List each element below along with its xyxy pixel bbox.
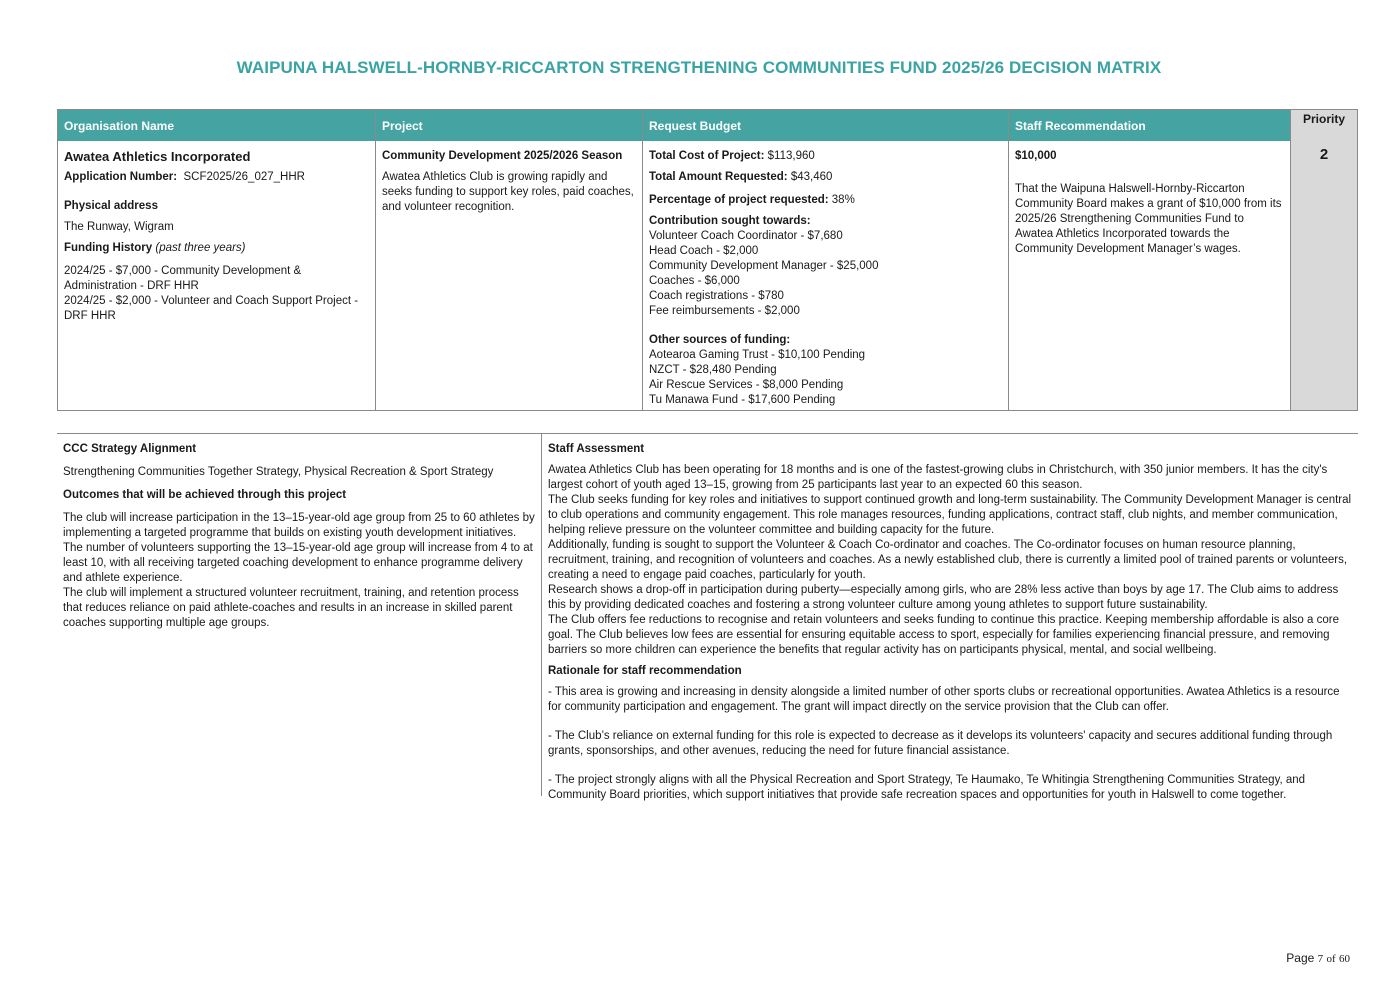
other-source-item: Air Rescue Services - $8,000 Pending — [649, 379, 844, 391]
outcome-item: The number of volunteers supporting the 13–15-year-old age group will increase from 4 to at least 10, with all receiving targeted coaching development to enhance programme delivery and athlete experience. — [63, 542, 533, 584]
percentage-label: Percentage of project requested: — [649, 194, 829, 206]
rationale-item: - The project strongly aligns with all the Physical Recreation and Sport Strategy, Te Haumako, Te Whitingia Strengthening Communities Strategy, and Community Board priorities, which support initiatives that provide safe recreation spaces and opportunities for youth in Halswell to come together. — [548, 774, 1306, 801]
project-cell — [376, 141, 642, 410]
page-current: 7 — [1317, 953, 1324, 965]
header-project: Project — [376, 110, 643, 141]
funding-history-label: Funding History — [64, 242, 153, 254]
other-sources-label: Other sources of funding: — [649, 334, 791, 346]
page-of-label: of — [1326, 953, 1336, 965]
contribution-item: Fee reimbursements - $2,000 — [649, 305, 800, 317]
organisation-name: Awatea Athletics Incorporated — [64, 149, 251, 164]
other-source-item: NZCT - $28,480 Pending — [649, 364, 777, 376]
funding-history-item: 2024/25 - $2,000 - Volunteer and Coach Support Project - DRF HHR — [64, 295, 359, 322]
other-source-item: Aotearoa Gaming Trust - $10,100 Pending — [649, 349, 866, 361]
other-source-item: Tu Manawa Fund - $17,600 Pending — [649, 394, 836, 406]
assessment-paragraph: The Club seeks funding for key roles and initiatives to support continued growth and long-term sustainability. The Community Development Manager is central to club operations and community engagement. This role manages resources, funding applications, contract staff, club nights, and member communication, helping relieve pressure on the volunteer committee and building capacity for the future. — [548, 494, 1352, 536]
contribution-item: Community Development Manager - $25,000 — [649, 260, 879, 272]
strategy-heading: CCC Strategy Alignment — [63, 443, 197, 455]
outcome-item: The club will implement a structured volunteer recruitment, training, and retention process that reduces reliance on paid athlete-coaches and results in an increase in skilled parent coaches supporting multiple age groups. — [63, 587, 519, 629]
page-number — [1286, 951, 1350, 965]
rationale-heading: Rationale for staff recommendation — [548, 665, 742, 677]
assessment-section — [57, 433, 1358, 801]
project-name: Community Development 2025/2026 Season — [382, 150, 623, 162]
strategy-cell — [57, 434, 541, 639]
outcomes-heading: Outcomes that will be achieved through this project — [63, 489, 347, 501]
application-number: SCF2025/26_027_HHR — [183, 171, 305, 183]
header-priority: Priority — [1302, 112, 1345, 126]
priority-value: 2 — [1319, 146, 1329, 163]
funding-history-item: 2024/25 - $7,000 - Community Development & Administration - DRF HHR — [64, 265, 302, 292]
total-requested: $43,460 — [790, 171, 833, 183]
organisation-cell — [58, 141, 375, 410]
application-number-label: Application Number: — [64, 171, 178, 183]
recommendation-cell — [1009, 141, 1290, 410]
contribution-item: Coach registrations - $780 — [649, 290, 784, 302]
header-organisation: Organisation Name — [58, 110, 376, 141]
assessment-paragraph: Awatea Athletics Club has been operating for 18 months and is one of the fastest-growing clubs in Christchurch, with 350 junior members. It has the city's largest cohort of youth aged 13–15, growing from 25 participants last year to an expected 60 this season. — [548, 464, 1328, 491]
header-budget: Request Budget — [643, 110, 1009, 141]
outcome-item: The club will increase participation in the 13–15-year-old age group from 25 to 60 athletes by implementing a targeted programme that builds on existing youth development initiatives. — [63, 512, 535, 539]
assessment-paragraph: Research shows a drop-off in participation during puberty—especially among girls, who are 28% less active than boys by age 17. The Club aims to address this by providing dedicated coaches and fostering a strong volunteer culture among young athletes to support future sustainability. — [548, 584, 1339, 611]
total-requested-label: Total Amount Requested: — [649, 171, 788, 183]
percentage: 38% — [831, 194, 855, 206]
assessment-paragraph: Additionally, funding is sought to support the Volunteer & Coach Co-ordinator and coaches. The Co-ordinator focuses on human resource planning, recruitment, training, and recognition of volunteers and coaches. As a newly established club, there is currently a limited pool of trained parents or volunteers, creating a need to engage paid coaches, particularly for youth. — [548, 539, 1348, 581]
priority-column — [1291, 110, 1357, 410]
project-description: Awatea Athletics Club is growing rapidly and seeks funding to support key roles, paid coaches, and volunteer recognition. — [382, 171, 634, 213]
rationale-item: - The Club’s reliance on external funding for this role is expected to decrease as it develops its volunteers' capacity and secures additional funding through grants, sponsorships, and other avenues, reducing the need for future financial assistance. — [548, 730, 1333, 757]
staff-assessment-cell — [542, 434, 1358, 811]
assessment-paragraph: The Club offers fee reductions to recognise and retain volunteers and seeks funding to continue this practice. Keeping membership affordable is also a core goal. The Club believes low fees are essential for ensuring equitable access to sport, especially for families experiencing financial pressure, and removing barriers so more children can experience the benefits that regular activity has on participants physical, mental, and social wellbeing. — [548, 614, 1339, 656]
assessment-heading: Staff Assessment — [548, 443, 645, 455]
total-cost: $113,960 — [767, 150, 815, 162]
contribution-label: Contribution sought towards: — [649, 215, 811, 227]
page-total: 60 — [1339, 953, 1350, 965]
funding-history-note: (past three years) — [155, 242, 246, 254]
recommendation-text: That the Waipuna Halswell-Hornby-Riccarton Community Board makes a grant of $10,000 from its 2025/26 Strengthening Communities Fund to Awatea Athletics Incorporated towards the Community Development Manager’s wages. — [1015, 183, 1282, 255]
address: The Runway, Wigram — [64, 221, 174, 233]
strategy-text: Strengthening Communities Together Strategy, Physical Recreation & Sport Strategy — [63, 466, 494, 478]
rationale-item: - This area is growing and increasing in density alongside a limited number of other sports clubs or recreational opportunities. Awatea Athletics is a resource for community participation and engagement. The grant will impact directly on the service provision that the Club can offer. — [548, 686, 1340, 713]
contribution-item: Coaches - $6,000 — [649, 275, 740, 287]
page-label: Page — [1286, 951, 1315, 965]
budget-cell — [643, 141, 1008, 410]
recommendation-amount: $10,000 — [1015, 150, 1057, 162]
contribution-item: Volunteer Coach Coordinator - $7,680 — [649, 230, 843, 242]
page-title: WAIPUNA HALSWELL-HORNBY-RICCARTON STRENGTHENING COMMUNITIES FUND 2025/26 DECISION MATRIX — [236, 58, 1162, 77]
contribution-item: Head Coach - $2,000 — [649, 245, 759, 257]
decision-matrix-table — [57, 109, 1358, 411]
address-label: Physical address — [64, 200, 158, 212]
header-recommendation: Staff Recommendation — [1009, 110, 1291, 141]
total-cost-label: Total Cost of Project: — [649, 150, 765, 162]
